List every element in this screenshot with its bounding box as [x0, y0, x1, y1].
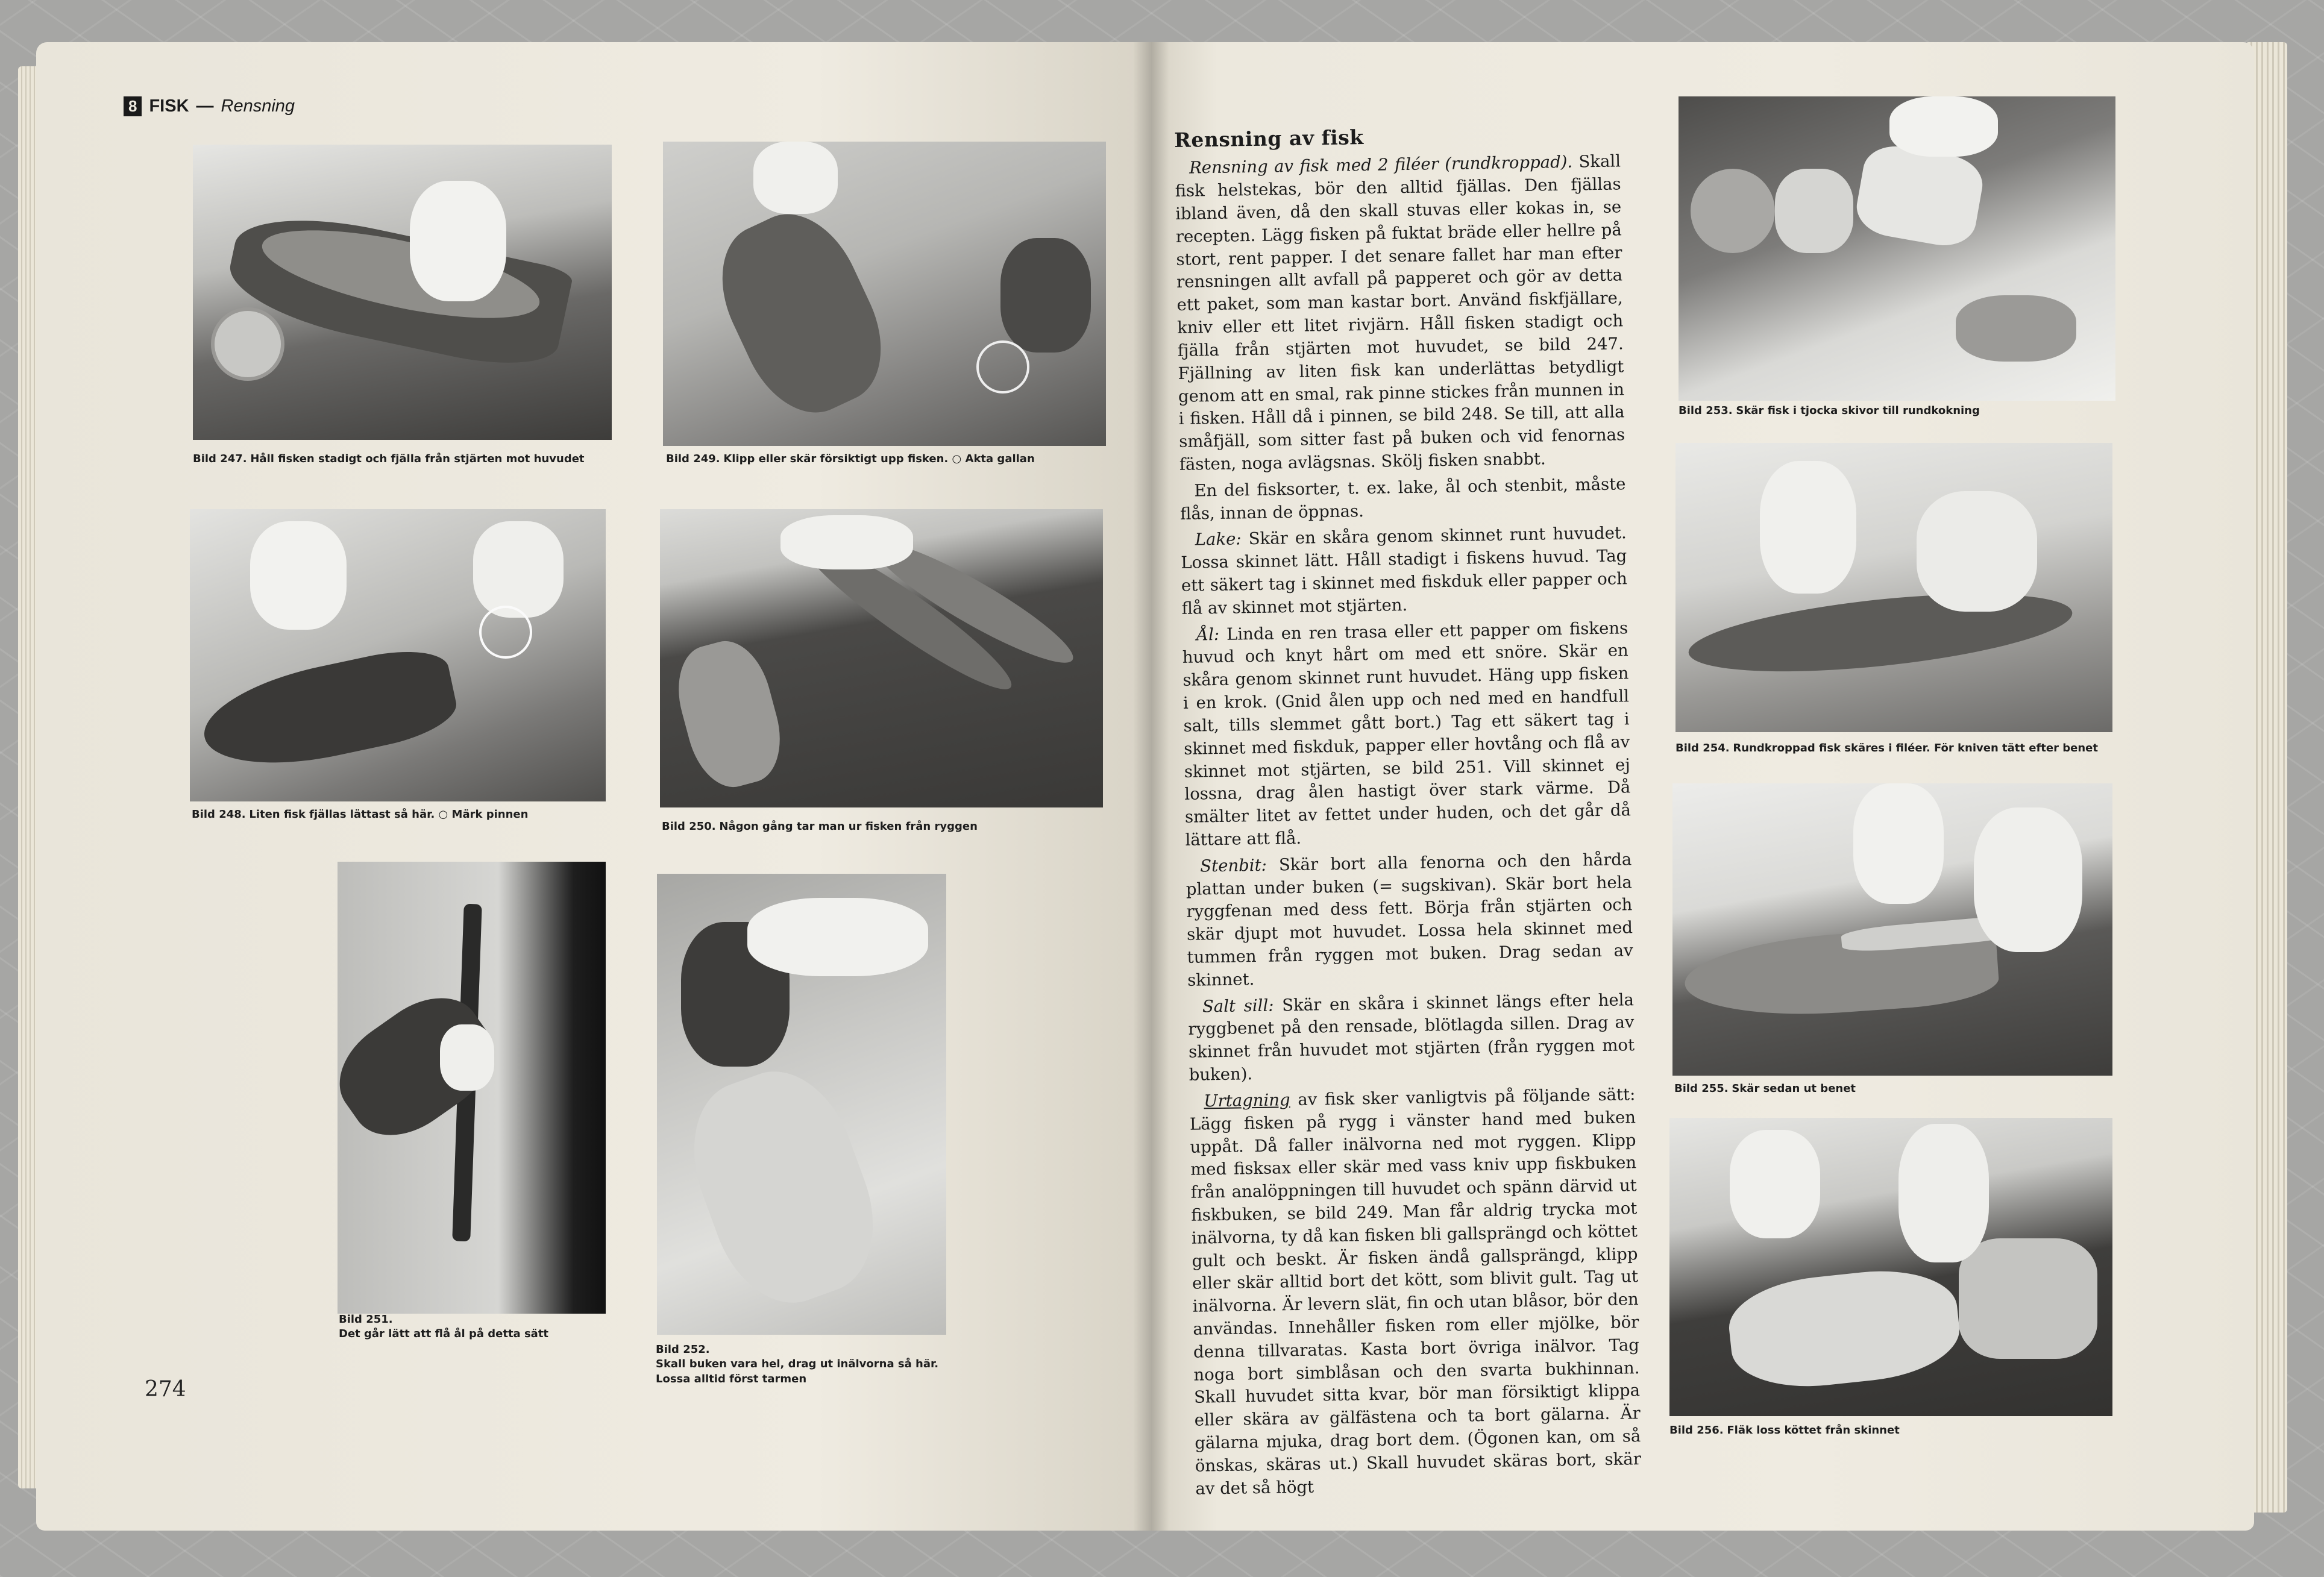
photo-249	[663, 142, 1106, 446]
page-number: 274	[145, 1377, 186, 1402]
caption-252-text: Skall buken vara hel, drag ut inälvorna så här. Lossa alltid först tarmen	[656, 1358, 939, 1385]
photo-256	[1669, 1118, 2112, 1416]
caption-256-label: Bild 256.	[1669, 1424, 1724, 1437]
sill-label: Salt sill:	[1202, 995, 1274, 1017]
caption-248	[192, 807, 614, 822]
caption-247	[193, 452, 615, 466]
al-text: Linda en ren trasa eller ett papper om fiskens huvud och knyt hårt om med ett snöre. Skär en skåra genom skinnet runt huvudet. Häng upp fisken i en krok. (Gnid ålen upp och ned med en handfull salt, tills slemmet gått bort.) Tag ett säkert tag i skinnet med fiskduk, papper eller hovtång och flå av skinnet mot stjärten, se bild 251. Vill skinnet ej lossna, drag ålen hastigt över stark värme. Då smälter litet av fettet under huden, och det går då lättare att flå.	[1182, 618, 1632, 850]
caption-253	[1679, 404, 2118, 418]
sill-text: Skär en skåra i skinnet längs efter hela ryggbenet på den rensade, blötlagda sillen. Drag av skinnet från huvudet mot stjärten (från ryggen mot buken).	[1188, 989, 1635, 1085]
stenbit-label: Stenbit:	[1200, 855, 1267, 876]
photo-253	[1679, 96, 2115, 401]
stenbit-text: Skär bort alla fenorna och den hårda plattan under buken (= sugskivan). Skär bort hela ryggfenan med dess fett. Börja från stjärten och skär djupt mot huvudet. Lossa hela skinnet med tummen från ryggen mot buken. Drag sedan av skinnet.	[1186, 849, 1633, 990]
caption-250-text: Någon gång tar man ur fisken från ryggen	[719, 820, 978, 833]
paragraph-lake	[1180, 522, 1627, 621]
caption-249-label: Bild 249.	[666, 453, 720, 465]
lake-label: Lake:	[1195, 529, 1242, 550]
caption-251	[339, 1312, 604, 1342]
caption-248-label: Bild 248.	[192, 808, 246, 821]
caption-255-label: Bild 255.	[1674, 1082, 1729, 1095]
photo-250	[660, 509, 1103, 807]
caption-253-label: Bild 253.	[1679, 404, 1733, 417]
caption-251-text: Det går lätt att flå ål på detta sätt	[339, 1328, 549, 1341]
caption-254	[1675, 741, 2115, 756]
urtagning-label: Urtagning	[1204, 1090, 1290, 1111]
caption-252	[656, 1343, 951, 1387]
caption-248-text: Liten fisk fjällas lättast så här. ○ Märk pinnen	[249, 808, 529, 821]
caption-256-text: Fläk loss köttet från skinnet	[1727, 1424, 1900, 1437]
caption-253-text: Skär fisk i tjocka skivor till rundkokning	[1736, 404, 1980, 417]
caption-254-text: Rundkroppad fisk skäres i filéer. För kniven tätt efter benet	[1733, 742, 2098, 754]
text-column	[1174, 119, 1642, 1504]
paragraph-urtagning	[1189, 1083, 1642, 1500]
photo-247	[193, 145, 612, 440]
caption-252-label: Bild 252.	[656, 1343, 710, 1356]
photo-252	[657, 874, 946, 1335]
urtagning-text: av fisk sker vanligtvis på följande sätt: Lägg fisken på rygg i vänster hand med buken uppåt. Då faller inälvorna ned mot ryggen. Klipp med fisksax eller skär med vass kniv upp fiskbuken från analöppningen till huvudet och spänn därvid ut fiskbuken, se bild 249. Man får aldrig trycka mot inälvorna, ty då kan fisken bli gallsprängd och köttet gult och beskt. Är fisken ändå gallsprängd, klipp eller skär alltid bort det kött, som blivit gult. Tag ut inälvorna. Är levern slät, fin och utan blåsor, bör den användas. Innehåller fisken rom eller mjölke, bör denna tillvaratas. Kasta bort övriga inälvor. Tag noga bort simblåsan och den svarta bukhinnan. Skall huvudet sitta kvar, bör man försiktigt klippa eller skära av gälfästena och ta bort gälarna. Är gälarna mjuka, drag bort dem. (Ögonen kan, om så önskas, skäras ut.) Skall huvudet skäras bort, skär av det så högt	[1189, 1085, 1642, 1499]
section-heading: Rensning av fisk	[1174, 125, 1364, 152]
caption-255	[1674, 1082, 2114, 1096]
caption-256	[1669, 1423, 2115, 1438]
caption-247-label: Bild 247.	[193, 453, 247, 465]
al-label: Ål:	[1196, 624, 1220, 645]
paragraph-stenbit	[1186, 848, 1633, 992]
lake-text: Skär en skåra genom skinnet runt huvudet. Lossa skinnet lätt. Håll stadigt i fiskens huvud. Tag ett säkert tag i skinnet med fiskduk eller papper och flå av skinnet mot stjärten.	[1181, 523, 1628, 618]
photo-254	[1675, 443, 2112, 732]
paragraph-flas: En del fisksorter, t. ex. lake, ål och stenbit, måste flås, innan de öppnas.	[1179, 474, 1626, 524]
photo-255	[1672, 783, 2112, 1076]
caption-247-text: Håll fisken stadigt och fjälla från stjärten mot huvudet	[250, 453, 585, 465]
intro-lead: Rensning av fisk med 2 filéer (rundkroppad).	[1189, 152, 1573, 178]
caption-249	[666, 452, 1112, 466]
paragraph-al	[1182, 617, 1632, 852]
caption-251-label: Bild 251.	[339, 1313, 393, 1326]
chapter-number: 8	[124, 96, 142, 116]
paragraph-salt-sill	[1188, 989, 1635, 1087]
caption-250	[662, 820, 1108, 834]
intro-text: Skall fisk helstekas, bör den alltid fjällas. Den fjällas ibland även, då den skall stuvas eller kokas in, se recepten. Lägg fisken på fuktat bräde eller hellre på stort, rent papper. I det senare fallet har man efter rensningen allt avfall på papperet och gör av detta ett paket, som man kastar bort. Använd fiskfjällare, kniv eller ett litet rivjärn. Håll fisken stadigt och fjälla från stjärten mot huvudet, se bild 247. Fjällning av liten fisk kan underlättas betydligt genom att en smal, rak pinne stickes från munnen in i fisken. Håll då i pinnen, se bild 248. Se till, att alla småfjäll, som sitter fast på buken och vid fenornas fästen, noga avlägsnas. Skölj fisken snabbt.	[1175, 151, 1625, 474]
book-spine	[1133, 42, 1169, 1531]
section-title: Rensning	[221, 96, 295, 116]
photo-248	[190, 509, 606, 801]
chapter-title: FISK	[149, 96, 189, 116]
caption-255-text: Skär sedan ut benet	[1732, 1082, 1856, 1095]
caption-254-label: Bild 254.	[1675, 742, 1730, 754]
paragraph-intro	[1175, 151, 1625, 477]
caption-250-label: Bild 250.	[662, 820, 716, 833]
caption-249-text: Klipp eller skär försiktigt upp fisken. ○ Akta gallan	[723, 453, 1035, 465]
running-header: 8 FISK — Rensning	[124, 96, 295, 116]
photo-251	[338, 862, 606, 1314]
